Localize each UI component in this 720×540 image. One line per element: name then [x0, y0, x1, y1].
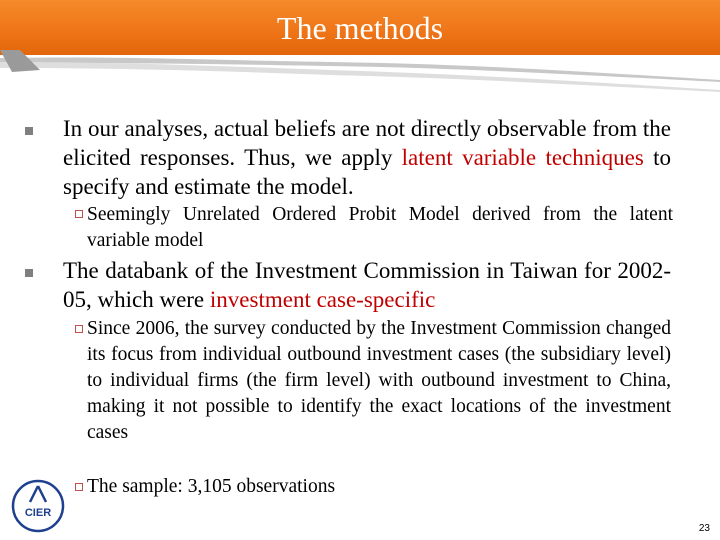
- bullet-text-2: [87, 202, 673, 254]
- text-segment: The sample: 3,105 observations: [87, 476, 336, 497]
- text-segment: In our analyses, actual beliefs are not directly observable from the elicited responses. Thus, we apply: [63, 116, 671, 170]
- highlight-segment: latent variable techniques: [401, 145, 644, 170]
- highlight-segment: investment case-specific: [209, 287, 436, 312]
- main-bullet-icon: [25, 127, 33, 135]
- bullet-text-1: [63, 114, 671, 201]
- text-segment: The databank of the Investment Commission in Taiwan for 2002-05, which were: [63, 258, 671, 312]
- sub-bullet-icon: [75, 325, 83, 333]
- text-segment: to specify and estimate the model.: [63, 145, 672, 199]
- main-bullet-icon: [25, 269, 33, 277]
- page-number: 23: [698, 523, 710, 534]
- cier-logo: [10, 478, 66, 534]
- bullet-text-4: [87, 316, 671, 446]
- text-segment: Since 2006, the survey conducted by the Investment Commission changed its focus from individual outbound investment cases (the subsidiary level) to individual firms (the firm level) with outbound investment to China, making it not possible to identify the exact locations of the investment cases: [87, 318, 671, 443]
- slide-title: The methods: [276, 10, 444, 46]
- sub-bullet-icon: [75, 483, 83, 491]
- text-segment: Seemingly Unrelated Ordered Probit Model derived from the latent variable model: [87, 204, 673, 251]
- bullet-text-5: [87, 474, 671, 500]
- logo-text: CIER: [24, 507, 52, 519]
- sub-bullet-icon: [75, 210, 83, 218]
- bullet-text-3: [63, 256, 671, 314]
